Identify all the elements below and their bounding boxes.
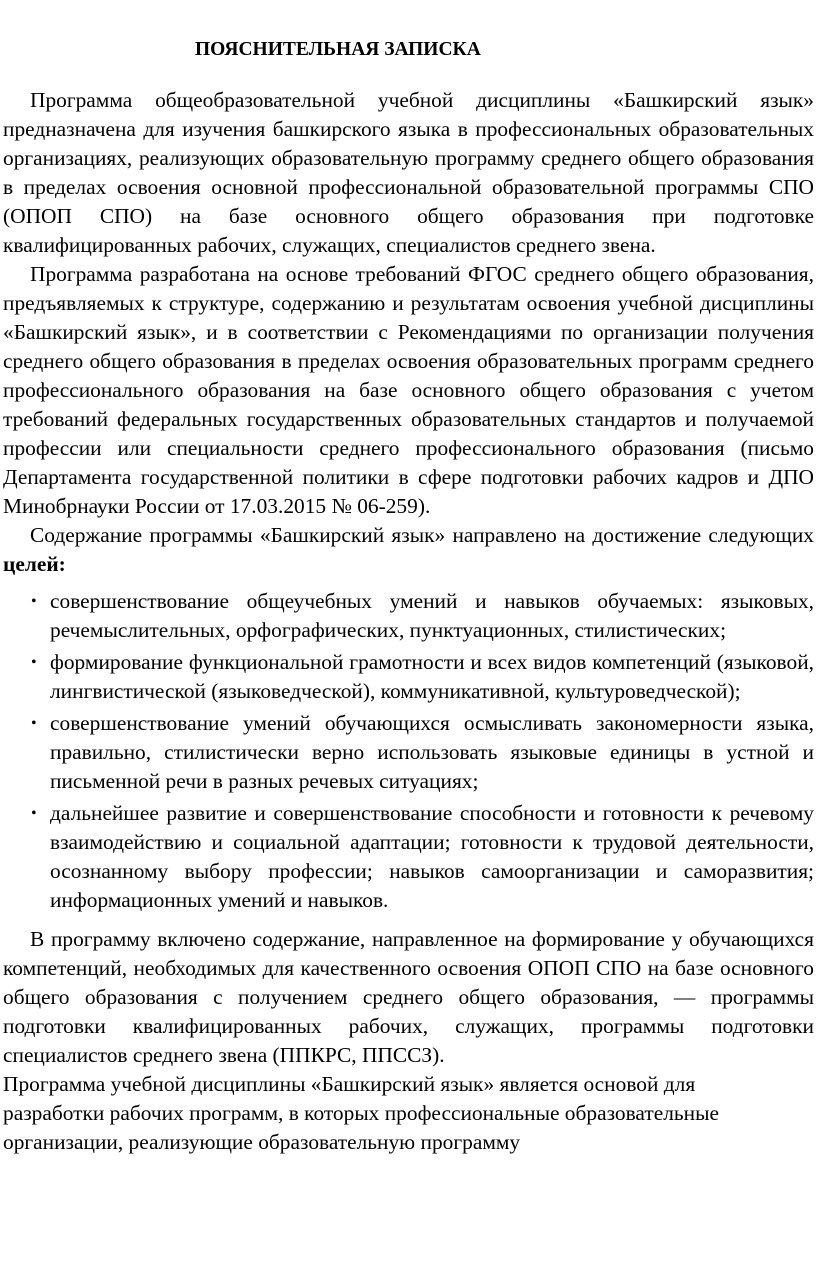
- goals-keyword: целей:: [3, 552, 66, 576]
- bullet-icon: •: [31, 593, 37, 610]
- basis-paragraph: Программа разработана на основе требований ФГОС среднего общего образования, предъявляемых к структуре, содержанию и результатам освоения учебной дисциплины «Башкирский язык», и в соответствии с Рекомендациями по организации получения среднего общего образования в пределах освоения образовательных программ среднего профессионального образования на базе основного общего образования с учетом требований федеральных государственных образовательных стандартов и получаемой профессии или специальности среднего профессионального образования (письмо Департамента государственной политики в сфере подготовки рабочих кадров и ДПО Минобрнауки России от 17.03.2015 № 06-259).: [3, 262, 814, 518]
- bullet-icon: •: [31, 715, 37, 732]
- bullet-icon: •: [31, 654, 37, 671]
- goals-list: [3, 587, 814, 915]
- competencies-paragraph: В программу включено содержание, направленное на формирование у обучающихся компетенций, необходимых для качественного освоения ОПОП СПО на базе основного общего образования с получением среднего общего образования, — программы подготовки квалифицированных рабочих, служащих, программы подготовки специалистов среднего звена (ППКРС, ППССЗ).: [3, 927, 814, 1067]
- goal-item: [3, 799, 814, 915]
- goal-text: формирование функциональной грамотности и всех видов компетенций (языковой, лингвистической (языковедческой), коммуникативной, культуроведческой);: [50, 650, 814, 703]
- goal-item: [3, 709, 814, 796]
- goal-item: [3, 587, 814, 645]
- goals-intro-paragraph: [3, 521, 814, 579]
- goal-item: [3, 648, 814, 706]
- bullet-icon: •: [31, 805, 37, 822]
- program-basis-paragraph: Программа учебной дисциплины «Башкирский язык» является основой для разработки рабочих программ, в которых профессиональные образовательные организации, реализующие образовательную программу: [3, 1072, 719, 1154]
- document-title: ПОЯСНИТЕЛЬНАЯ ЗАПИСКА: [195, 39, 481, 60]
- goal-text: дальнейшее развитие и совершенствование способности и готовности к речевому взаимодействию и социальной адаптации; готовности к трудовой деятельности, осознанному выбору профессии; навыков самоорганизации и саморазвития; информационных умений и навыков.: [50, 801, 814, 912]
- goal-text: совершенствование умений обучающихся осмысливать закономерности языка, правильно, стилистически верно использовать языковые единицы в устной и письменной речи в разных речевых ситуациях;: [50, 711, 814, 793]
- goal-text: совершенствование общеучебных умений и навыков обучаемых: языковых, речемыслительных, орфографических, пунктуационных, стилистических;: [50, 589, 814, 642]
- intro-paragraph: Программа общеобразовательной учебной дисциплины «Башкирский язык» предназначена для изучения башкирского языка в профессиональных образовательных организациях, реализующих образовательную программу среднего общего образования в пределах освоения основной профессиональной образовательной программы СПО (ОПОП СПО) на базе основного общего образования при подготовке квалифицированных рабочих, служащих, специалистов среднего звена.: [3, 88, 814, 257]
- goals-intro-text: Содержание программы «Башкирский язык» направлено на достижение следующих: [30, 523, 814, 547]
